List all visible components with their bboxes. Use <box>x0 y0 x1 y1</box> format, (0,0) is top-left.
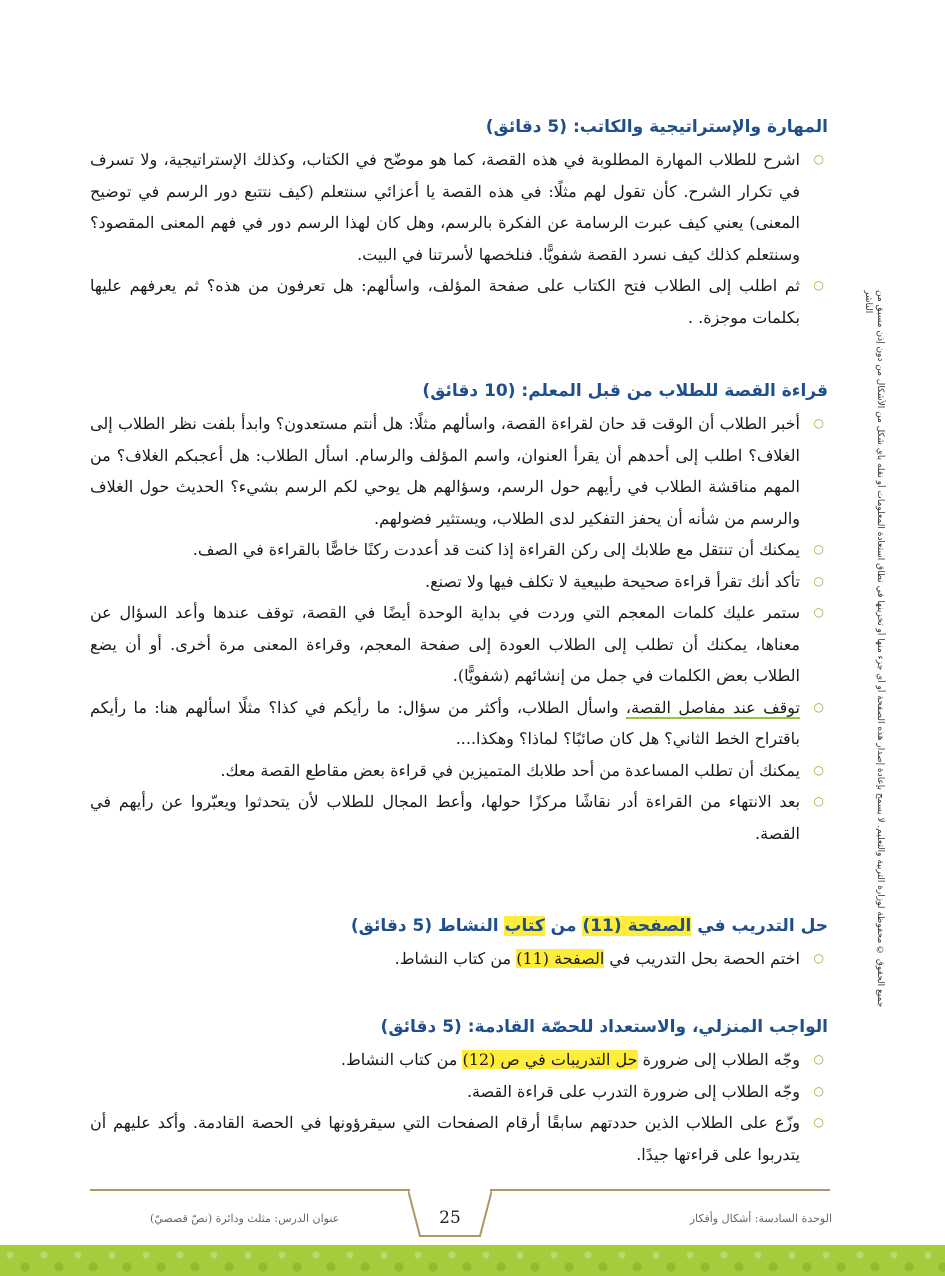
bullet-list <box>90 408 828 849</box>
ring-bullet-icon: ○ <box>813 278 824 292</box>
ring-bullet-icon: ○ <box>813 605 824 619</box>
list-item: ○ يمكنك أن تنتقل مع طلابك إلى ركن القراءة إذا كنت قد أعددت ركنًا خاصًّا بالقراءة في الصف. <box>90 534 828 566</box>
list-item: ○ وجّه الطلاب إلى ضرورة حل التدريبات في ص (12) من كتاب النشاط. <box>90 1044 828 1076</box>
list-item: ○ اشرح للطلاب المهارة المطلوبة في هذه القصة، كما هو موضّح في الكتاب، وكذلك الإستراتيجية، ولا تسرف في تكرار الشرح. كأن تقول لهم مثلًا: في هذه القصة يا أعزائي سنتعلم (كيف نتتبع دور الرسم في توضيح المعنى) يعني كيف عبرت الرسامة عن الفكرة بالرسم، وهل كان لهذا الرسم دور في فهم المعنى المقصود؟ وسنتعلم كذلك كيف نسرد القصة شفويًّا. فنلخصها لأسرتنا في البيت. <box>90 144 828 270</box>
list-item: ○ أخبر الطلاب أن الوقت قد حان لقراءة القصة، واسألهم مثلًا: هل أنتم مستعدون؟ وابدأ بلفت نظر الطلاب إلى الغلاف؟ اطلب إلى أحدهم أن يقرأ العنوان، واسم المؤلف والرسام. اسأل الطلاب: هل أعجبكم الغلاف؟ من المهم مناقشة الطلاب في رأيهم حول الرسم، وسؤالهم هل يوحي لكم الرسم بشيء؟ الحديث حول الغلاف والرسم من شأنه أن يحفز التفكير لدى الطلاب، ويستثير فضولهم. <box>90 408 828 534</box>
ring-bullet-icon: ○ <box>813 542 824 556</box>
section-heading: الواجب المنزلي، والاستعداد للحصّة القادمة: (5 دقائق) <box>380 1017 828 1037</box>
underlined-phrase: توقف عند مفاصل القصة، <box>625 697 800 717</box>
list-item: ○ ستمر عليك كلمات المعجم التي وردت في بداية الوحدة أيضًا في القصة، توقف عندها وأعد السؤال عن معناها، يمكنك أن تطلب إلى الطلاب العودة إلى صفحة المعجم، وقراءة المعنى مرة أخرى. أو أن يضع الطلاب بعض الكلمات في جمل من إنشائهم (شفويًّا). <box>90 597 828 692</box>
list-item: ○ وجّه الطلاب إلى ضرورة التدرب على قراءة القصة. <box>90 1076 828 1108</box>
section-homework <box>90 1014 828 1170</box>
list-item: ○ تأكد أنك تقرأ قراءة صحيحة طبيعية لا تكلف فيها ولا تصنع. <box>90 566 828 598</box>
copyright-side-note: جميع الحقوق © محفوظة لوزارة التربية والتعليم. لا يسمح بإعادة إصدار هذه الصفحة أو أي جزء منها أو تخزينها في نطاق استعادة المعلومات أو نقله بأي شكل من الأشكال من دون إذن مسبق من الناشر <box>863 290 885 1008</box>
ring-bullet-icon: ○ <box>813 1052 824 1066</box>
list-item: ○ بعد الانتهاء من القراءة أدر نقاشًا مركزًا حولها، وأعط المجال للطلاب لأن يتحدثوا ويعبّروا عن رأيهم في القصة. <box>90 786 828 849</box>
list-item: ○ يمكنك أن تطلب المساعدة من أحد طلابك المتميزين في قراءة بعض مقاطع القصة معك. <box>90 755 828 787</box>
ring-bullet-icon: ○ <box>813 416 824 430</box>
section-heading: المهارة والإستراتيجية والكاتب: (5 دقائق) <box>485 117 828 137</box>
highlighted-word: كتاب <box>504 916 545 936</box>
lesson-title: عنوان الدرس: مثلث ودائرة (نصّ قصصيّ) <box>150 1212 340 1225</box>
footer-rule-left <box>90 1189 410 1191</box>
highlighted-exercise-ref: حل التدريبات في ص (12) <box>462 1050 638 1069</box>
list-item: ○ اختم الحصة بحل التدريب في الصفحة (11) من كتاب النشاط. <box>90 943 828 975</box>
ring-bullet-icon: ○ <box>813 1115 824 1129</box>
bullet-list <box>90 144 828 333</box>
ring-bullet-icon: ○ <box>813 794 824 808</box>
section-skill-strategy <box>90 114 828 333</box>
ring-bullet-icon: ○ <box>813 152 824 166</box>
list-item: ○ وزّع على الطلاب الذين حددتهم سابقًا أرقام الصفحات التي سيقرؤونها في الحصة القادمة. وأكد عليهم أن يتدربوا على قراءتها جيدًا. <box>90 1107 828 1170</box>
highlighted-page-ref: الصفحة (11) <box>582 916 692 936</box>
ring-bullet-icon: ○ <box>813 699 824 714</box>
section-teacher-reading <box>90 378 828 849</box>
list-item: ○ توقف عند مفاصل القصة، واسأل الطلاب، وأكثر من سؤال: ما رأيكم في كذا؟ مثلًا اسألهم هنا: ما رأيكم باقتراح الخط الثاني؟ هل كان صائبًا؟ لماذا؟ وهكذا.... <box>90 692 828 755</box>
section-heading: حل التدريب في الصفحة (11) من كتاب النشاط (5 دقائق) <box>350 916 828 936</box>
section-heading: قراءة القصة للطلاب من قبل المعلم: (10 دقائق) <box>422 381 828 401</box>
page-number: 25 <box>439 1208 461 1228</box>
unit-title: الوحدة السادسة: أشكال وأفكار <box>689 1212 832 1225</box>
footer-rule-right <box>490 1189 830 1191</box>
section-exercise <box>90 913 828 975</box>
ring-bullet-icon: ○ <box>813 951 824 965</box>
bullet-list <box>90 1044 828 1170</box>
decorative-green-band <box>0 1245 945 1276</box>
ring-bullet-icon: ○ <box>813 1083 824 1098</box>
ring-bullet-icon: ○ <box>813 573 824 588</box>
list-item: ○ ثم اطلب إلى الطلاب فتح الكتاب على صفحة المؤلف، واسألهم: هل تعرفون من هذه؟ ثم يعرفهم عليها بكلمات موجزة. . <box>90 270 828 333</box>
ring-bullet-icon: ○ <box>813 762 824 777</box>
highlighted-page-ref: الصفحة (11) <box>516 949 605 968</box>
bullet-list <box>90 943 828 975</box>
